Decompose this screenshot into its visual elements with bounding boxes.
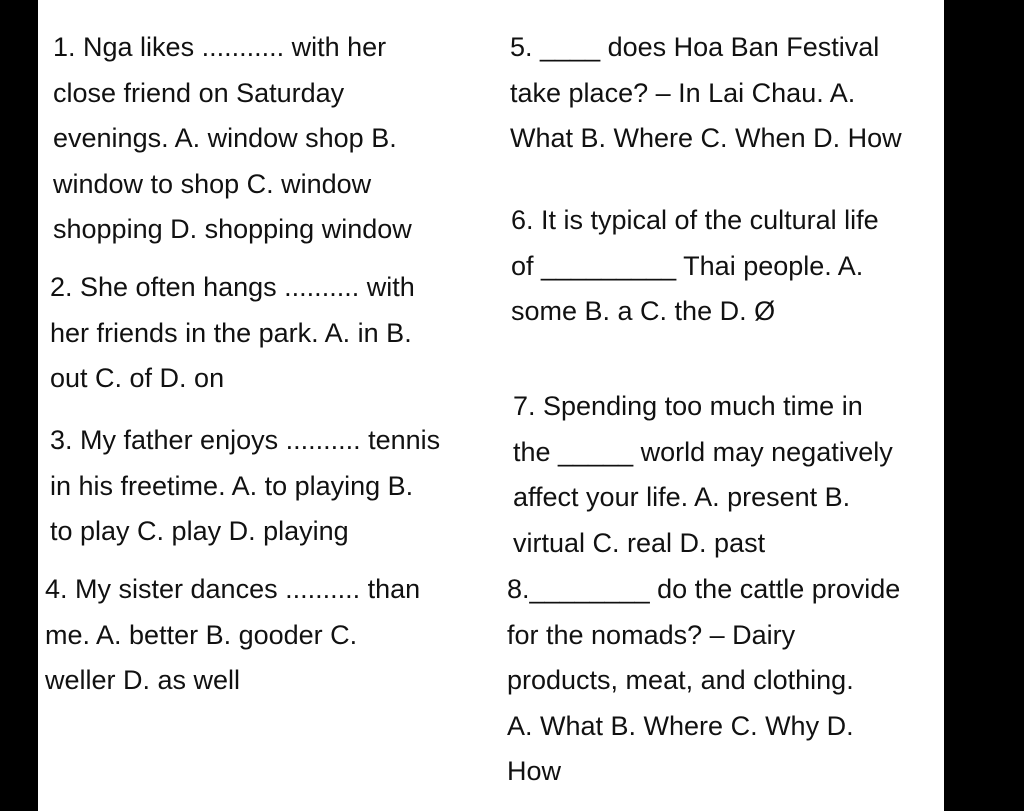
question-3-line-3: to play C. play D. playing	[50, 516, 349, 546]
question-1-line-2: close friend on Saturday	[53, 77, 345, 108]
question-8-line-4: A. What B. Where C. Why D.	[507, 710, 854, 741]
question-4-line-3: weller D. as well	[45, 665, 241, 695]
question-6-line-2: of _________ Thai people. A.	[511, 250, 864, 281]
question-6-line-3: some B. a C. the D. Ø	[511, 296, 776, 326]
question-2-line-1: 2. She often hangs .......... with	[50, 272, 415, 302]
worksheet	[38, 0, 944, 811]
question-6	[511, 198, 879, 335]
question-1-line-5: shopping D. shopping window	[53, 214, 412, 244]
question-8-line-1: 8.________ do the cattle provide	[507, 574, 901, 604]
question-5-line-3: What B. Where C. When D. How	[510, 123, 902, 153]
question-1-line-1: 1. Nga likes ........... with her	[53, 32, 387, 62]
question-5-line-2: take place? – In Lai Chau. A.	[510, 77, 856, 108]
question-1	[53, 25, 412, 253]
question-1-line-4: window to shop C. window	[53, 168, 372, 199]
question-4-line-1: 4. My sister dances .......... than	[45, 574, 421, 604]
question-3-line-1: 3. My father enjoys .......... tennis	[50, 425, 441, 455]
question-4-line-2: me. A. better B. gooder C.	[45, 619, 358, 650]
question-5	[510, 25, 902, 162]
question-2-line-3: out C. of D. on	[50, 363, 225, 393]
question-7	[513, 384, 893, 566]
question-2	[50, 265, 415, 402]
question-7-line-1: 7. Spending too much time in	[513, 391, 863, 421]
question-3-line-2: in his freetime. A. to playing B.	[50, 470, 414, 501]
question-7-line-2: the _____ world may negatively	[513, 436, 893, 467]
question-7-line-3: affect your life. A. present B.	[513, 482, 851, 512]
question-8	[507, 567, 900, 795]
question-1-line-3: evenings. A. window shop B.	[53, 123, 397, 153]
question-8-line-2: for the nomads? – Dairy	[507, 619, 796, 650]
question-2-line-2: her friends in the park. A. in B.	[50, 317, 412, 348]
question-6-line-1: 6. It is typical of the cultural life	[511, 205, 879, 235]
question-3	[50, 418, 440, 555]
question-8-line-5: How	[507, 756, 562, 786]
question-5-line-1: 5. ____ does Hoa Ban Festival	[510, 32, 880, 62]
question-7-line-4: virtual C. real D. past	[513, 527, 766, 558]
question-8-line-3: products, meat, and clothing.	[507, 665, 854, 695]
question-4	[45, 567, 420, 704]
